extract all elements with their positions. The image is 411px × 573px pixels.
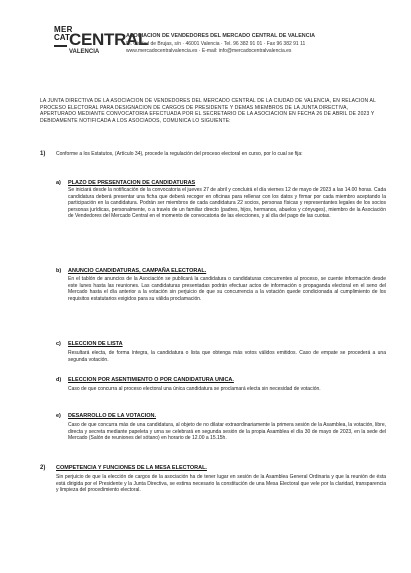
logo-bar <box>54 45 67 47</box>
letterhead-address: Pl. Ciudad de Brujas, s/n · 46001 Valencia · Tel. 96 382 91 01 · Fax 96 382 91 11 <box>126 40 306 47</box>
item-title: PLAZO DE PRESENTACION DE CANDIDATURAS <box>68 180 196 186</box>
section-title: COMPETENCIA Y FUNCIONES DE LA MESA ELECTORAL. <box>56 465 207 471</box>
logo-line-1: MER <box>54 25 73 34</box>
item-letter: a) <box>56 180 61 186</box>
section-number: 2) <box>40 465 46 471</box>
intro-paragraph: LA JUNTA DIRECTIVA DE LA ASOCIACION DE VENDEDORES DEL MERCADO CENTRAL DE LA CIUDAD DE VALENCIA, EN RELACION AL PROCESO ELECTORAL PARA DESIGNACION DE CARGOS DE PRESIDENTE Y DEMAS MIEMBROS DE LA JUNTA DIRECTIVA, APERTURADO MEDIANTE CONVOCATORIA EFECTUADA POR EL SECRETARIO DE LA ASOCIACION EN FECHA 26 DE ABRIL DE 2023 Y DEBIDAMENTE NOTIFICADA A LOS ASOCIADOS, COMUNICA LO SIGUIENTE: <box>40 98 376 124</box>
section-text: Conforme a los Estatutos, (Artículo 34), procede la regulación del proceso electoral en curso, por lo cual se fija: <box>56 151 303 157</box>
item-title: ELECCION POR ASENTIMIENTO O POR CANDIDATURA UNICA. <box>68 377 234 383</box>
item-text: En el tablón de anuncios de la Asociación se publicará la candidatura o candidaturas concurrentes al proceso, se cuente información desde este lunes hasta las reuniones. Las candidaturas presentadas podrán efectuar actos de información o propaganda electoral en el seno del Mercado hasta el día anterior a la votación sin perjuicio de que su concurrencia a la votación quede condicionada al cumplimiento de los requisitos estatutarios exigidos para su válida proclamación. <box>68 276 386 302</box>
item-letter: c) <box>56 341 61 347</box>
item-title: DESARROLLO DE LA VOTACION. <box>68 413 156 419</box>
item-letter: b) <box>56 268 62 274</box>
section-number: 1) <box>40 151 46 157</box>
letterhead-title: ASOCIACION DE VENDEDORES DEL MERCADO CENTRAL DE VALENCIA <box>126 33 315 39</box>
logo-line-2: CAT <box>54 33 70 42</box>
logo-main: CENTRAL <box>69 30 149 49</box>
item-title: ANUNCIO CANDIDATURAS, CAMPAÑA ELECTORAL. <box>68 268 207 274</box>
item-text: Resultará electa, de forma íntegra, la candidatura o lista que obtenga más votos válidos emitidos. Caso de empate se procederá a una segunda votación. <box>68 350 386 363</box>
item-letter: d) <box>56 377 62 383</box>
mercat-central-logo <box>54 25 149 61</box>
item-title: ELECCION DE LISTA <box>68 341 123 347</box>
logo-sub: VALENCIA <box>69 49 100 55</box>
item-text: Caso de que concurra al proceso electoral una única candidatura se proclamará electa sin necesidad de votación. <box>68 386 321 392</box>
item-letter: e) <box>56 413 61 419</box>
item-text: Caso de que concurra más de una candidatura, al objeto de no dilatar extraordinariamente la primera sesión de la Asamblea, la votación, libre, directa y secreta mediante papeleta y urna se celebrará en segunda sesión de la propia Asamblea el día 30 de mayo de 2023, en la sede del Mercado (Salón de reuniones del sótano) en horario de 12.00 a 15.15h. <box>68 422 386 442</box>
section-text: Sin perjuicio de que la elección de cargos de la asociación ha de tener lugar en sesión de la Asamblea General Ordinaria y que la reunión de ésta está dirigida por el Presidente y la Junta Directiva, se estima necesario la constitución de una Mesa Electoral que vele por la claridad, transparencia y limpieza del procedimiento electoral. <box>56 474 386 494</box>
letterhead-web: www.mercadocentralvalencia.es · E-mail: info@mercadocentralvalencia.es <box>126 48 292 54</box>
item-text: Se iniciará desde la notificación de la convocatoria el jueves 27 de abril y concluirá el día viernes 12 de mayo de 2023 a las 14.00 horas. Cada candidatura deberá presentar una ficha que deberá recoger en oficinas para rellenar con los datos y firmar por cada miembro aceptando la participación en la candidatura. Podrán ser miembros de cada candidatura 22 socios, personas físicas y representantes legales de los socios personas jurídicas, personalmente, o a través de un familiar directo (padres, hijos, hermanos, abuelos y cónyuges), miembro de la Asociación de Vendedores del Mercado Central en el momento de convocatoria de las elecciones, y al día del pago de las cuotas. <box>68 187 386 220</box>
letterhead <box>126 33 396 56</box>
